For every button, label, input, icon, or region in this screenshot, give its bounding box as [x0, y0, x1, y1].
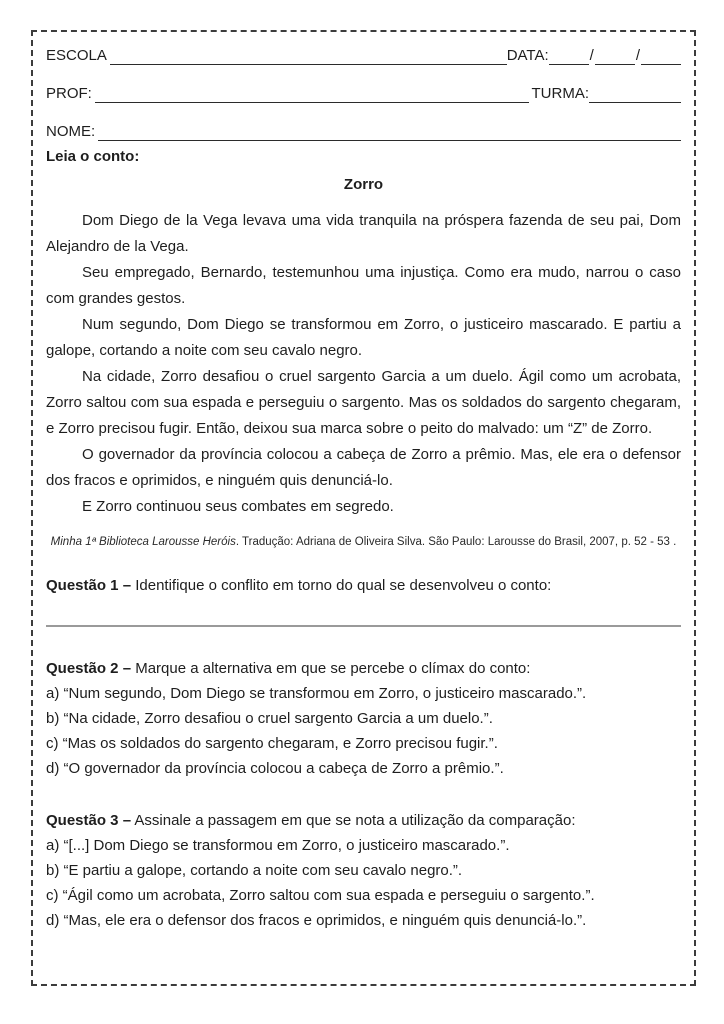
question-3 [46, 808, 681, 933]
nome-blank-line [98, 125, 681, 141]
reading-instruction: Leia o conto: [46, 148, 140, 165]
question-1-prompt: Identifique o conflito em torno do qual se desenvolveu o conto: [135, 577, 552, 594]
prof-label: PROF: [46, 85, 92, 102]
question-option: b) “E partiu a galope, cortando a noite com seu cavalo negro.”. [46, 862, 463, 879]
date-month-blank [595, 49, 635, 65]
citation-source-title: Minha 1ª Biblioteca Larousse Heróis [50, 536, 236, 548]
question-option: a) “Num segundo, Dom Diego se transformou em Zorro, o justiceiro mascarado.”. [46, 685, 587, 702]
escola-label: ESCOLA [46, 47, 107, 64]
story-title: Zorro [343, 176, 384, 193]
nome-label: NOME: [46, 123, 96, 140]
story-paragraph: Na cidade, Zorro desafiou o cruel sargento Garcia a um duelo. Ágil como um acrobata, Zorro saltou com sua espada e perseguiu o sargento. Mas os soldados do sargento chegaram, e Zorro precisou fugir. Então, deixou sua marca sobre o peito do malvado: um “Z” de Zorro. [46, 368, 681, 437]
date-year-blank [641, 49, 681, 65]
question-option: b) “Na cidade, Zorro desafiou o cruel sargento Garcia a um duelo.”. [46, 710, 493, 727]
story-paragraph: O governador da província colocou a cabeça de Zorro a prêmio. Mas, ele era o defensor dos fracos e oprimidos, e ninguém quis denunciá-lo. [46, 446, 681, 489]
question-3-options [46, 833, 681, 933]
story-paragraph: Seu empregado, Bernardo, testemunhou uma injustiça. Como era mudo, narrou o caso com grandes gestos. [46, 264, 681, 307]
turma-blank-line [589, 87, 681, 103]
question-option: a) “[...] Dom Diego se transformou em Zorro, o justiceiro mascarado.”. [46, 837, 510, 854]
story-paragraph: E Zorro continuou seus combates em segredo. [82, 498, 394, 515]
question-2-options [46, 681, 681, 781]
prof-blank-line [95, 87, 529, 103]
source-citation [46, 535, 681, 549]
escola-blank-line [110, 49, 507, 65]
question-2 [46, 656, 681, 781]
question-1 [46, 573, 681, 627]
question-3-label: Questão 3 – [46, 812, 132, 829]
question-2-prompt: Marque a alternativa em que se percebe o clímax do conto: [135, 660, 531, 677]
data-label: DATA: [506, 47, 549, 64]
question-1-label: Questão 1 – [46, 577, 132, 594]
turma-label: TURMA: [531, 85, 589, 102]
header-row-nome [46, 120, 681, 141]
date-separator: / [589, 47, 594, 64]
question-1-answer-line [46, 625, 681, 627]
citation-details: . Tradução: Adriana de Oliveira Silva. São Paulo: Larousse do Brasil, 2007, p. 52 - 53 . [235, 536, 677, 548]
question-option: d) “O governador da província colocou a cabeça de Zorro a prêmio.”. [46, 760, 504, 777]
question-2-label: Questão 2 – [46, 660, 132, 677]
question-3-prompt: Assinale a passagem em que se nota a utilização da comparação: [134, 812, 576, 829]
story-paragraph: Dom Diego de la Vega levava uma vida tranquila na próspera fazenda de seu pai, Dom Alejandro de la Vega. [46, 212, 681, 255]
question-option: c) “Mas os soldados do sargento chegaram, e Zorro precisou fugir.”. [46, 735, 498, 752]
header-row-prof [46, 82, 681, 103]
question-option: d) “Mas, ele era o defensor dos fracos e oprimidos, e ninguém quis denunciá-lo.”. [46, 912, 587, 929]
header-row-escola [46, 44, 681, 65]
date-separator: / [635, 47, 640, 64]
date-day-blank [549, 49, 589, 65]
story-text [46, 208, 681, 520]
worksheet-page [31, 30, 696, 986]
story-paragraph: Num segundo, Dom Diego se transformou em Zorro, o justiceiro mascarado. E partiu a galope, cortando a noite com seu cavalo negro. [46, 316, 681, 359]
question-option: c) “Ágil como um acrobata, Zorro saltou com sua espada e perseguiu o sargento.”. [46, 887, 595, 904]
